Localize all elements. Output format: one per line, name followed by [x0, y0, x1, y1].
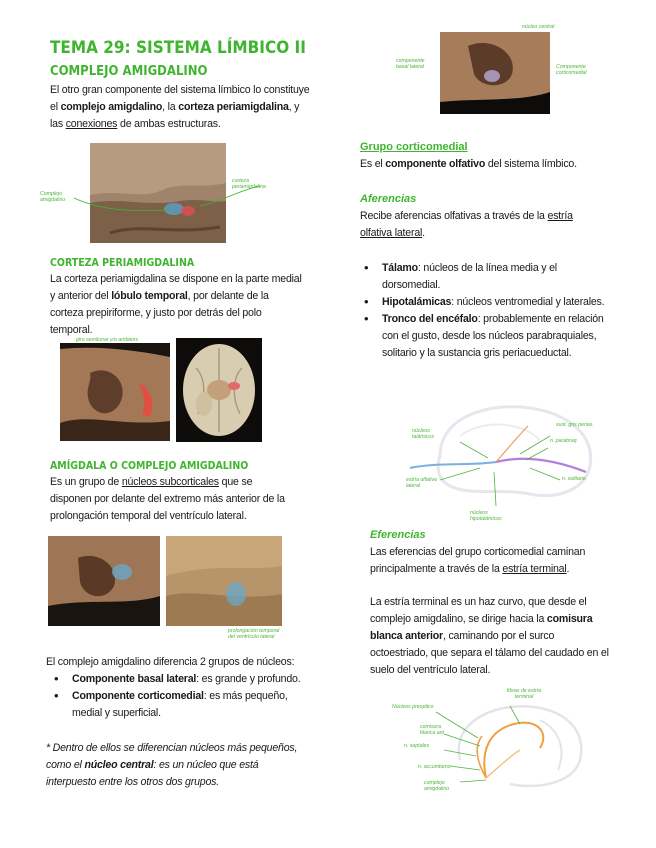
list-item: • Tálamo: núcleos de la línea media y el dorsomedial. — [370, 260, 606, 294]
fig3-label: prolongación temporal del ventrículo lateral — [228, 628, 280, 640]
fig-top-label-left: componente basal lateral — [396, 58, 425, 70]
estria-paragraph: La estría terminal es un haz curvo, que desde el complejo amigdalino, se dirige hacia la comisura blanca anterior, caminando por el surco octoestriado, que separa el tálamo del caudado en el suelo del ventrículo lateral. — [370, 596, 609, 676]
fig-top-label-right: Componente corticomedial — [556, 64, 587, 76]
afferent-diagram — [400, 396, 600, 526]
fig1-label-right: corteza periamigdalina — [232, 178, 266, 190]
eff-label-fibers: fibras de estría terminal — [506, 688, 542, 700]
aff-label-parabrachial: n. parabraq. — [550, 438, 578, 444]
eferencias-heading: Eferencias — [370, 529, 426, 541]
eff-label-preoptic: Núcleos preoptico — [392, 704, 434, 710]
corteza-heading: CORTEZA PERIAMIGDALINA — [50, 257, 195, 269]
list-item: • Componente corticomedial: es más pequeño, medial y superficial. — [60, 688, 316, 722]
brain-photo-ventral — [176, 338, 262, 442]
brain-photo-temporal — [60, 343, 170, 441]
amigdala-heading: AMÍGDALA O COMPLEJO AMIGDALINO — [50, 460, 249, 472]
aferencias-list — [356, 260, 606, 362]
page-title: TEMA 29: SISTEMA LÍMBICO II — [50, 38, 306, 58]
eff-label-commissure: comisura blanca ant. — [420, 724, 446, 736]
aff-label-thalamic: núcleos talámicos — [412, 428, 434, 440]
aff-label-hypothalamic: núcleos hipotalámicos — [470, 510, 502, 522]
fig1-pointer-lines — [70, 180, 290, 220]
intro-paragraph: El otro gran componente del sistema límbico lo constituye el complejo amigdalino, la corteza periamigdalina, y las conexiones de ambas estructuras. — [50, 84, 310, 130]
corteza-paragraph: La corteza periamigdalina se dispone en la parte medial y anterior del lóbulo temporal, por delante de la corteza prepiriforme, y justo por detrás del polo temporal. — [50, 273, 302, 336]
fig2-label: giro semilunar y/o ambiens — [76, 337, 138, 343]
eff-label-septal: n. septales — [404, 743, 430, 749]
list-item: • Hipotalámicas: núcleos ventromedial y laterales. — [370, 294, 606, 311]
diferencia-paragraph — [46, 654, 316, 722]
brain-photo-sagittal — [166, 536, 282, 626]
eff-label-amygdala: complejo amigdalino — [424, 780, 450, 792]
aff-label-olfactory: estría olfativa lateral — [406, 477, 437, 489]
aferencias-heading: Aferencias — [360, 193, 417, 205]
section-title: COMPLEJO AMIGDALINO — [50, 64, 208, 79]
nota-paragraph: * Dentro de ellos se diferencian núcleos más pequeños, como el núcleo central: es un núcleo que está interpuesto entre los otros dos grupos. — [46, 742, 298, 788]
fig-top-label-top: núcleo central — [522, 24, 555, 30]
brain-photo-top — [440, 32, 550, 114]
list-item: • Tronco del encéfalo: probablemente en relación con el gusto, desde los núcleos parabraquiales, solitario y la sustancia gris periacueductal. — [370, 311, 606, 362]
fig1-label-left: Complejo amigdalino — [40, 191, 66, 203]
aff-label-solitary: n. solitario — [562, 476, 586, 482]
amigdala-paragraph: Es un grupo de núcleos subcorticales que se disponen por delante del extremo más anterior de la prolongación temporal del ventrículo lateral. — [50, 476, 285, 522]
diferencia-text: El complejo amigdalino diferencia 2 grupos de núcleos: — [46, 656, 295, 668]
eff-label-accumbens: n. accumbens — [418, 764, 451, 770]
aferencias-paragraph: Recibe aferencias olfativas a través de la estría olfativa lateral. — [360, 210, 573, 239]
brain-photo-amygdala — [48, 536, 160, 626]
grupo-paragraph: Es el componente olfativo del sistema límbico. — [360, 158, 577, 170]
eferencias-paragraph: Las eferencias del grupo corticomedial caminan principalmente a través de la estría terminal. — [370, 546, 586, 575]
aff-label-pag: sust. gris perias. — [556, 422, 594, 428]
list-item: • Componente basal lateral: es grande y profundo. — [60, 671, 316, 688]
grupo-heading: Grupo corticomedial — [360, 141, 468, 153]
